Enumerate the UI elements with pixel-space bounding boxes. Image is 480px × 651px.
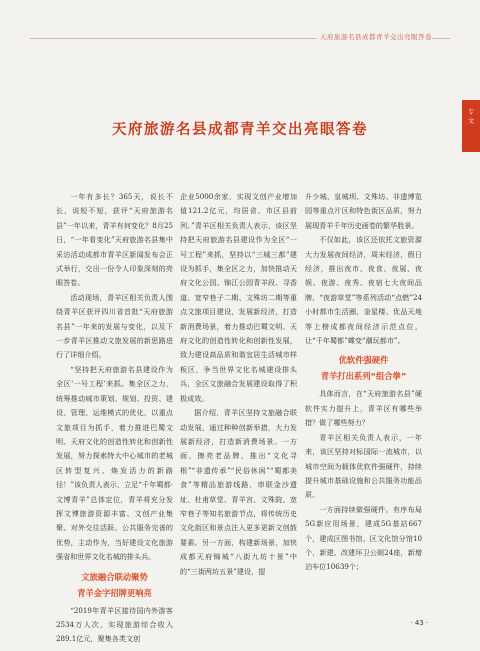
subhead-line-2: 青羊打出系列“组合拳” bbox=[320, 371, 407, 382]
paragraph: 一方面持续做强硬件。有序布局5G新应用场景，建成5G基站667个，建成区图书馆、区文化馆分馆10个，新建、改建环卫公厕24座，新增泊车位10639个； bbox=[305, 504, 422, 572]
paragraph: 企业5000余家，实现文创产业增加值121.2亿元，均居省、市区县前列。”青羊区相关负责人表示，该区坚持把天府旅游名县建设作为全区“一号工程”来抓，坚持以“三城三都”建设为抓手，集全区之力，加快推动天府文化公园、锦江公园青羊段、寻香道、宽窄巷子二期、文殊坊二期等重点文旅项目建设，发展新经济，打造新消费场景，着力推动巴蜀文明、天府文化的创造性转化和创新性发展，致力建设高品质和谐宜居生活城市样板区，争当世界文化名城建设排头兵，全区文旅融合发展建设取得了积极成效。 bbox=[180, 192, 297, 403]
subhead-line-2: 青羊金字招牌更响亮 bbox=[77, 587, 152, 598]
paragraph: 青羊区相关负责人表示，一年来，该区坚持对标国际一流城市，以城市空间为载体优软件强硬件，持续提升城市基础设施和公共服务功能品质。 bbox=[305, 432, 422, 500]
paragraph: 不仅如此，该区还依托文旅资源大力发展夜间经济，周末经济，假日经济，推出夜市、夜食、夜展、夜娱、夜游、夜秀、夜宿七大夜间品牌，“夜游草堂”等系列活动“点燃”24小时都市生活圈，奎星楼、优品天地等上榜成都夜间经济示范点位，让“千年蜀都”蝶变“潮玩都市”。 bbox=[305, 235, 422, 346]
paragraph: “坚持把天府旅游名县建设作为全区‘一号工程’来抓。集全区之力，统筹推动城市策划、规划、投资、建设、管理、运维模式的优化，以重点文旅项目为抓手，着力推进巴蜀文明、天府文化的创造性转化和创新性发展，努力探索特大中心城市的老城区转型复兴、焕发活力的新路径！”该负责人表示，立足“千年蜀都·文博青羊”总体定位，青羊将充分发挥文博旅游资源丰富、文创产业集聚、对外交往活跃、公共服务完善的优势，主动作为，当好建设文化旅游强省和世界文化名城的排头兵。 bbox=[56, 364, 173, 562]
column-2 bbox=[180, 190, 297, 579]
section-tab-char-1: 专 bbox=[467, 109, 474, 116]
paragraph: “2019年青羊区接待国内外游客2534万人次，实现旅游综合收入289.1亿元，聚集各类文创 bbox=[56, 605, 173, 644]
paragraph: 据介绍，青羊区坚持文旅融合联动发展，通过种种创新举措，大力发展新经济，打造新消费场景。一方面，擦亮老品牌，推出“文化寻根”“非遗传承”“民俗休闲”“蜀都美食”等精品旅游线路，串联金沙遗址、杜甫草堂、青羊宫、文殊院、宽窄巷子等知名旅游节点，将传统历史文化街区和景点注入更多更新文创鼓要素。另一方面，构建新场景，加快成都天府锦城“八街九坊十景”中的“三街两坊五景”建设，提 bbox=[180, 408, 297, 576]
column-1 bbox=[56, 190, 173, 647]
column-3 bbox=[305, 190, 422, 575]
article-title: 天府旅游名县成都青羊交出亮眼答卷 bbox=[112, 121, 368, 138]
section-subhead-2 bbox=[305, 352, 422, 384]
section-tab-char-2: 文 bbox=[467, 118, 474, 125]
running-head: 天府旅游名县成都青羊交出亮眼答卷 bbox=[316, 32, 432, 41]
paragraph: 活动现场，青羊区相关负责人围绕青羊区获评四川省首批“天府旅游名县”一年来的发展与变化，以及下一步青羊区推动文旅发展的新思路进行了详细介绍。 bbox=[56, 292, 173, 360]
subhead-line-1: 优软件强硬件 bbox=[338, 355, 389, 366]
paragraph: 升少城、皇城坝、文殊坊、非遗博览园等重点片区和特色街区品质，努力展现青羊千年历史画卷的繁华胜景。 bbox=[305, 192, 422, 230]
section-subhead-1 bbox=[56, 569, 173, 601]
subhead-line-1: 文旅融合联动聚势 bbox=[81, 571, 148, 582]
paragraph: 一年有多长？365天，说长不长，说短不短，获评“天府旅游名县”一年以来，青羊有何变化？8月25日，“一年看变化”天府旅游名县集中采访活动成都市青羊区新闻发布会正式举行，交出一份令人印象深刻的亮眼答卷。 bbox=[56, 192, 173, 288]
paragraph: 具体而言，在“天府旅游名县”硬软件实力提升上，青羊区有哪些举措？做了哪些努力？ bbox=[305, 389, 422, 428]
page-number: · 43 · bbox=[410, 619, 428, 627]
